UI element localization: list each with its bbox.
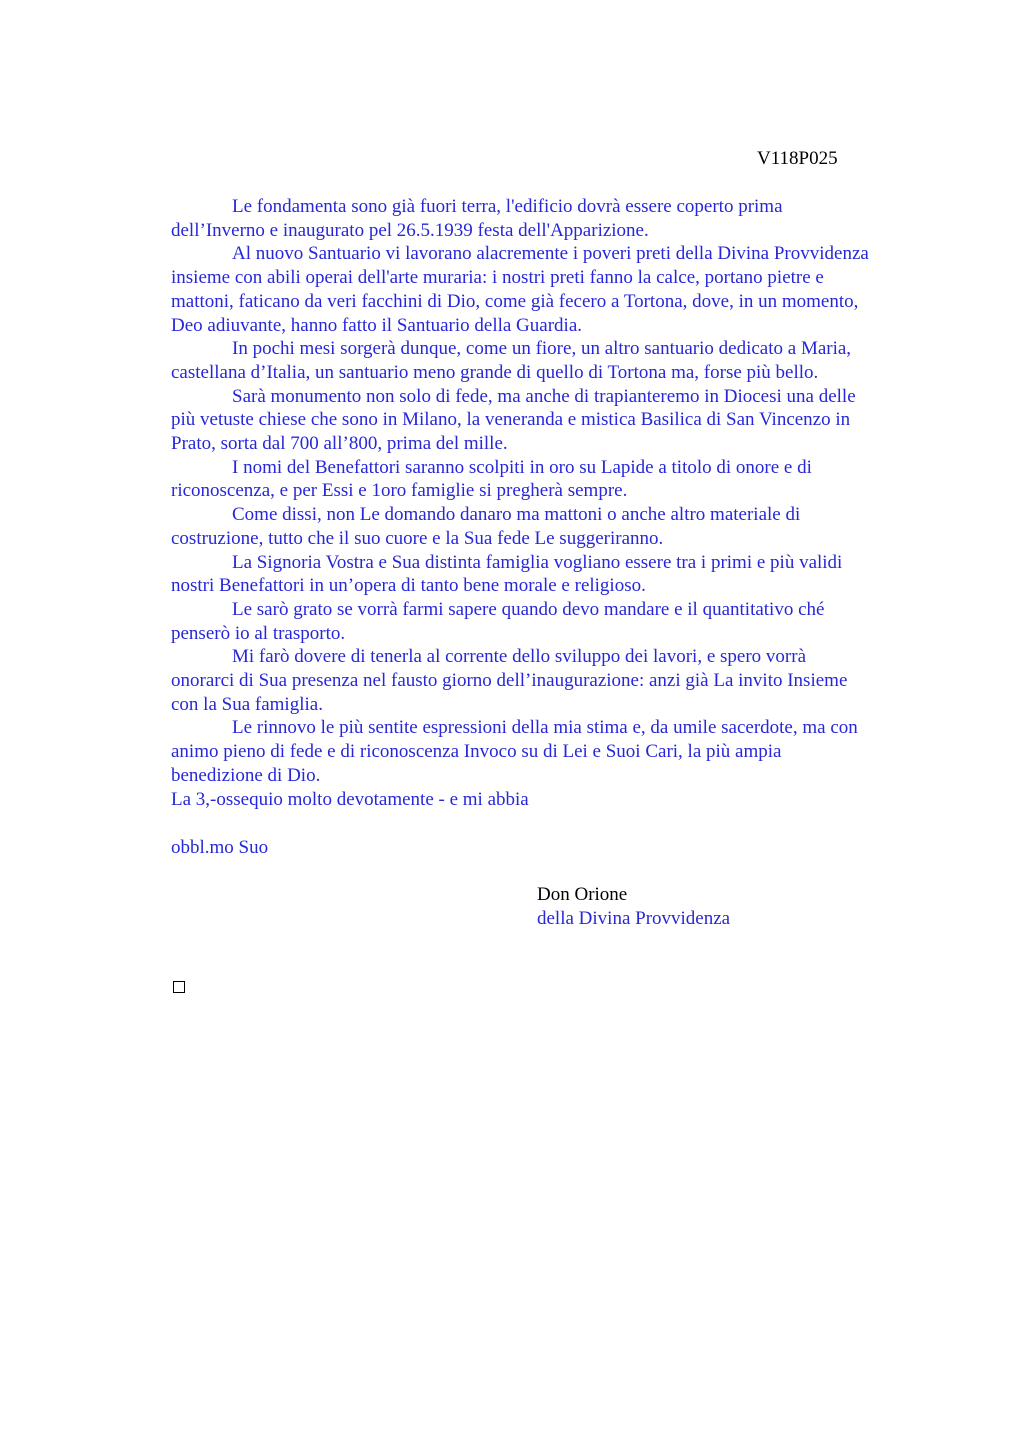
letter-line: Mi farò dovere di tenerla al corrente dello sviluppo dei lavori, e spero vorrà	[232, 646, 807, 668]
letter-line: dell’Inverno e inaugurato pel 26.5.1939 festa dell'Apparizione.	[171, 219, 649, 241]
closing-phrase: obbl.mo Suo	[171, 837, 269, 858]
letter-line: Le sarò grato se vorrà farmi sapere quando devo mandare e il quantitativo ché	[232, 598, 825, 620]
letter-line: onorarci di Sua presenza nel fausto giorno dell’inaugurazione: anzi già La invito Insieme	[171, 670, 848, 692]
letter-line: costruzione, tutto che il suo cuore e la Sua fede Le suggeriranno.	[171, 527, 664, 549]
letter-line: Sarà monumento non solo di fede, ma anche di trapianteremo in Diocesi una delle	[232, 385, 856, 407]
letter-line: benedizione di Dio.	[171, 764, 321, 786]
letter-line: Al nuovo Santuario vi lavorano alacremente i poveri preti della Divina Provvidenza	[232, 243, 869, 265]
letter-line: nostri Benefattori in un’opera di tanto bene morale e religioso.	[171, 575, 646, 597]
letter-line: Le rinnovo le più sentite espressioni della mia stima e, da umile sacerdote, ma con	[232, 717, 858, 739]
letter-line: mattoni, faticano da veri facchini di Dio, come già fecero a Tortona, dove, in un momento,	[171, 290, 859, 312]
letter-line: penserò io al trasporto.	[171, 622, 346, 644]
letter-line: animo pieno di fede e di riconoscenza Invoco su di Lei e Suoi Cari, la più ampia	[171, 741, 782, 763]
letter-line: castellana d’Italia, un santuario meno grande di quello di Tortona ma, forse più bello.	[171, 361, 819, 383]
letter-line: Deo adiuvante, hanno fatto il Santuario della Guardia.	[171, 314, 583, 336]
letter-line: più vetuste chiese che sono in Milano, la veneranda e mistica Basilica di San Vincenzo in	[171, 409, 851, 431]
checkbox-symbol	[173, 981, 185, 993]
letter-line: con la Sua famiglia.	[171, 693, 323, 715]
letter-line: insieme con abili operai dell'arte muraria: i nostri preti fanno la calce, portano pietre e	[171, 267, 824, 289]
letter-line: Prato, sorta dal 700 all’800, prima del mille.	[171, 433, 508, 455]
letter-line: Come dissi, non Le domando danaro ma mattoni o anche altro materiale di	[232, 504, 801, 526]
letter-line: In pochi mesi sorgerà dunque, come un fiore, un altro santuario dedicato a Maria,	[232, 338, 852, 360]
signature-organization: della Divina Provvidenza	[537, 908, 731, 929]
letter-line: Le fondamenta sono già fuori terra, l'edificio dovrà essere coperto prima	[232, 196, 783, 217]
document-reference: V118P025	[757, 148, 838, 169]
letter-body	[171, 195, 931, 811]
letter-line: La Signoria Vostra e Sua distinta famiglia vogliano essere tra i primi e più validi	[232, 551, 843, 573]
letter-line: I nomi del Benefattori saranno scolpiti in oro su Lapide a titolo di onore e di	[232, 456, 812, 478]
letter-line: riconoscenza, e per Essi e 1oro famiglie si pregherà sempre.	[171, 480, 628, 502]
letter-line: La 3,-ossequio molto devotamente - e mi abbia	[171, 788, 529, 810]
signature-name: Don Orione	[537, 884, 628, 905]
